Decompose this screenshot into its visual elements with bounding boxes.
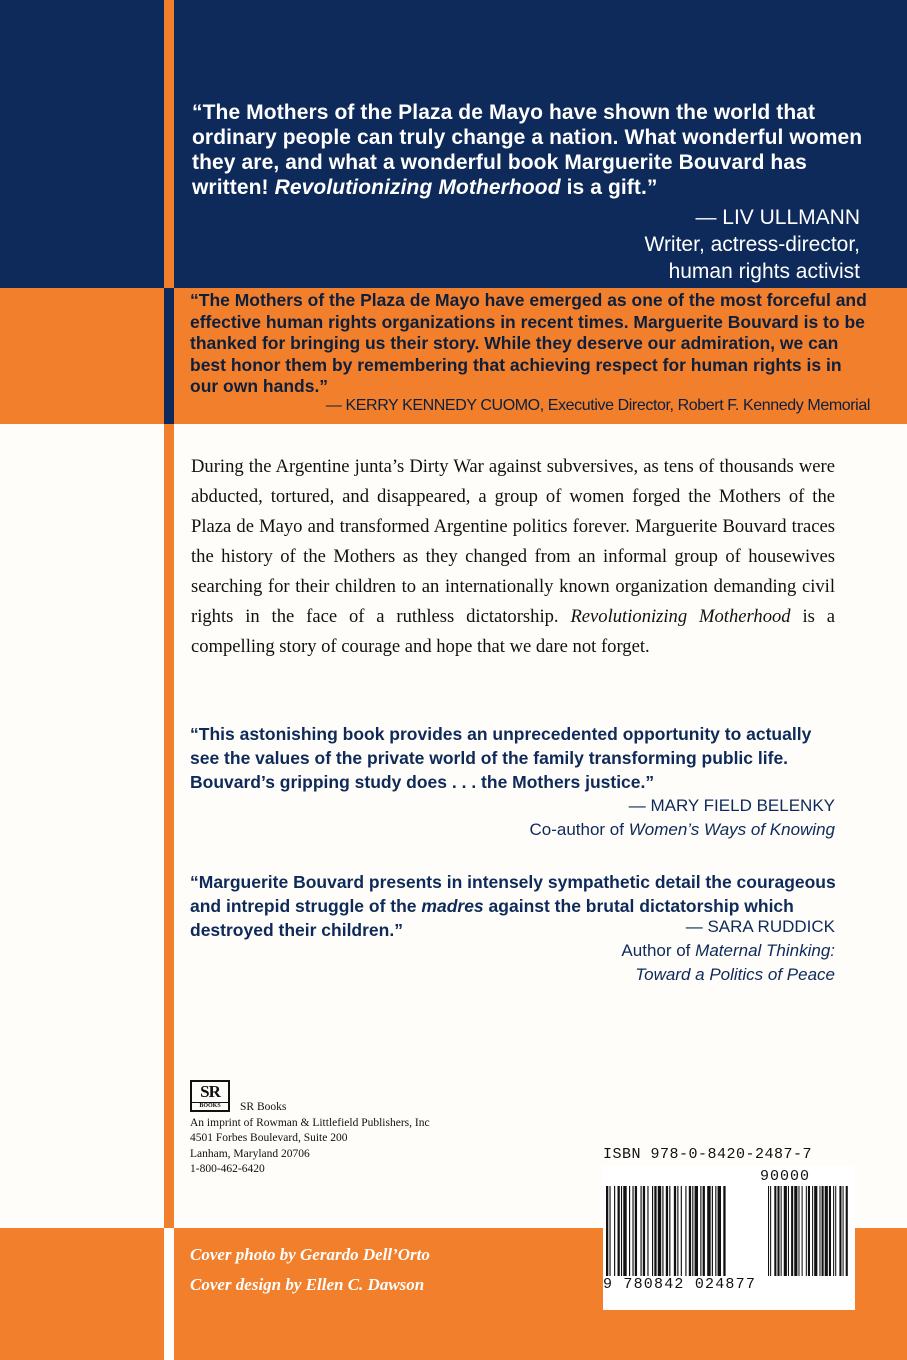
attribution-ullmann bbox=[560, 204, 860, 285]
barcode-bar bbox=[791, 1186, 793, 1276]
barcode-bar bbox=[641, 1186, 642, 1276]
barcode-bar bbox=[825, 1186, 828, 1276]
publisher-line2: 4501 Forbes Boulevard, Suite 200 bbox=[190, 1132, 348, 1144]
attribution-belenky-name: — MARY FIELD BELENKY bbox=[628, 796, 835, 815]
barcode-bar bbox=[781, 1186, 782, 1276]
attribution-belenky-role-prefix: Co-author of bbox=[529, 820, 624, 839]
attribution-ruddick-role-title2: Toward a Politics of Peace bbox=[635, 965, 835, 984]
vertical-stripe-middle bbox=[164, 424, 174, 1228]
quote-ullmann bbox=[192, 100, 872, 200]
attribution-belenky-role bbox=[420, 818, 835, 842]
barcode-bar bbox=[712, 1186, 713, 1276]
barcode-bar bbox=[774, 1186, 776, 1276]
barcode-bar bbox=[609, 1186, 610, 1276]
quote-ullmann-text: “The Mothers of the Plaza de Mayo have shown the world that ordinary people can truly change a nation. What wonderful women they are, and what a wonderful book Marguerite Bouvard has written! bbox=[192, 101, 863, 199]
barcode-bar bbox=[784, 1186, 787, 1276]
attribution-ruddick-role-prefix: Author of bbox=[621, 941, 691, 960]
barcode-bar bbox=[822, 1186, 824, 1276]
description-title: Revolutionizing Motherhood bbox=[570, 606, 791, 627]
barcode-bar bbox=[621, 1186, 622, 1276]
quote-ruddick-text-em: madres bbox=[421, 896, 484, 916]
logo-sub-text: BOOKS bbox=[192, 1102, 228, 1110]
vertical-stripe-bottom bbox=[164, 1228, 174, 1360]
book-description bbox=[191, 452, 835, 662]
barcode-bar bbox=[788, 1186, 789, 1276]
vertical-stripe-orange-band bbox=[164, 288, 174, 424]
barcode-bar bbox=[768, 1186, 769, 1276]
barcode-bar bbox=[843, 1186, 844, 1276]
isbn-label: ISBN 978-0-8420-2487-7 bbox=[603, 1146, 813, 1163]
barcode-bar bbox=[802, 1186, 803, 1276]
barcode-bar bbox=[654, 1186, 656, 1276]
publisher-line1: An imprint of Rowman & Littlefield Publishers, Inc bbox=[190, 1116, 430, 1129]
attribution-belenky bbox=[420, 794, 835, 842]
quote-belenky: “This astonishing book provides an unprecedented opportunity to actually see the values of the private world of the family transforming public life. Bouvard’s gripping study does . . . the Mothers justice.” bbox=[190, 724, 812, 792]
barcode-bar bbox=[777, 1186, 779, 1276]
barcode-bar bbox=[629, 1186, 630, 1276]
description-tail: is a compelling story of courage and hope that we dare not forget. bbox=[191, 606, 836, 657]
barcode-bar bbox=[700, 1186, 701, 1276]
barcode-bar bbox=[647, 1186, 648, 1276]
barcode-bar bbox=[614, 1186, 615, 1276]
attribution-ruddick bbox=[420, 915, 835, 987]
cover-photo-credit: Cover photo by Gerardo Dell’Orto bbox=[190, 1245, 430, 1264]
publisher-line3: Lanham, Maryland 20706 bbox=[190, 1147, 310, 1160]
barcode-bar bbox=[808, 1186, 810, 1276]
barcode-bar bbox=[707, 1186, 710, 1276]
barcode-bar bbox=[814, 1186, 817, 1276]
barcode-bar bbox=[703, 1186, 705, 1276]
barcode-bar bbox=[658, 1186, 661, 1276]
barcode-price-code: 90000 bbox=[760, 1168, 811, 1185]
barcode-bar bbox=[674, 1186, 676, 1276]
quote-ullmann-title: Revolutionizing Motherhood bbox=[274, 176, 561, 199]
barcode-bar bbox=[623, 1186, 626, 1276]
quote-cuomo: “The Mothers of the Plaza de Mayo have emerged as one of the most forceful and effective human rights organizations in recent times. Marguerite Bouvard is to be thanked for bringing us their story. While they deserve our admiration, we can best honor them by remembering that achieving respect for human rights is in our own hands.” bbox=[190, 290, 867, 396]
attribution-ruddick-name: — SARA RUDDICK bbox=[685, 917, 835, 936]
publisher-name: SR Books bbox=[240, 1101, 287, 1113]
attribution-cuomo: — KERRY KENNEDY CUOMO, Executive Director, Robert F. Kennedy Memorial bbox=[325, 397, 870, 414]
barcode-bar bbox=[618, 1186, 620, 1276]
attribution-ruddick-role bbox=[420, 939, 835, 963]
quote-ruddick-text-post: against the brutal dictatorship which destroyed their children.” bbox=[190, 896, 794, 940]
publisher-line4: 1-800-462-6420 bbox=[190, 1163, 265, 1175]
barcode-digits: 9 780842 024877 bbox=[603, 1276, 855, 1293]
cover-credits bbox=[190, 1240, 590, 1300]
barcode-bar bbox=[669, 1186, 670, 1276]
description-text: During the Argentine junta’s Dirty War against subversives, as tens of thousands were abducted, tortured, and disappeared, a group of women forged the Mothers of the Plaza de Mayo and transformed Argentine politics forever. Marguerite Bouvard traces the history of the Mothers as they changed from an informal group of housewives searching for their children to an internationally known organization demanding civil rights in the face of a ruthless dictatorship. bbox=[191, 456, 835, 627]
barcode-bar bbox=[770, 1186, 771, 1276]
barcode-bar bbox=[606, 1186, 608, 1276]
barcode-bar bbox=[718, 1186, 721, 1276]
barcode-bar bbox=[812, 1186, 813, 1276]
barcode-bar bbox=[794, 1186, 797, 1276]
barcode-bar bbox=[677, 1186, 678, 1276]
attribution-ullmann-role2: human rights activist bbox=[668, 260, 860, 283]
barcode-bar bbox=[833, 1186, 834, 1276]
barcode-bar bbox=[846, 1186, 848, 1276]
barcode-bar bbox=[652, 1186, 653, 1276]
attribution-ullmann-name: — LIV ULLMANN bbox=[695, 206, 860, 229]
barcode-bar bbox=[681, 1186, 682, 1276]
barcode-bar bbox=[632, 1186, 633, 1276]
barcode-bar bbox=[798, 1186, 799, 1276]
vertical-stripe-top bbox=[164, 0, 174, 288]
quote-ullmann-tail: is a gift.” bbox=[566, 176, 658, 199]
barcode-bar bbox=[715, 1186, 716, 1276]
barcode-bar bbox=[829, 1186, 831, 1276]
attribution-ullmann-role1: Writer, actress-director, bbox=[644, 233, 860, 256]
barcode-bar bbox=[835, 1186, 836, 1276]
barcode-bar bbox=[692, 1186, 693, 1276]
publisher-info bbox=[190, 1100, 480, 1178]
attribution-ruddick-role-title1: Maternal Thinking: bbox=[695, 941, 835, 960]
barcode-bar bbox=[662, 1186, 663, 1276]
barcode-bar bbox=[635, 1186, 637, 1276]
quote-ruddick-text-pre: “Marguerite Bouvard presents in intensely sympathetic detail the courageous and intrepid struggle of the bbox=[190, 872, 836, 916]
barcode-bar bbox=[666, 1186, 668, 1276]
barcode-bar bbox=[806, 1186, 807, 1276]
barcode-bar bbox=[839, 1186, 841, 1276]
barcode-bar bbox=[685, 1186, 686, 1276]
attribution-ruddick-role-line2 bbox=[420, 963, 835, 987]
barcode-bars bbox=[606, 1186, 852, 1276]
barcode-bar bbox=[643, 1186, 645, 1276]
logo-main-text: SR bbox=[200, 1082, 220, 1101]
barcode-bar bbox=[689, 1186, 691, 1276]
barcode-bar bbox=[723, 1186, 725, 1276]
barcode-bar bbox=[819, 1186, 820, 1276]
barcode-bar bbox=[695, 1186, 698, 1276]
attribution-belenky-role-title: Women’s Ways of Knowing bbox=[628, 820, 835, 839]
cover-design-credit: Cover design by Ellen C. Dawson bbox=[190, 1275, 425, 1294]
